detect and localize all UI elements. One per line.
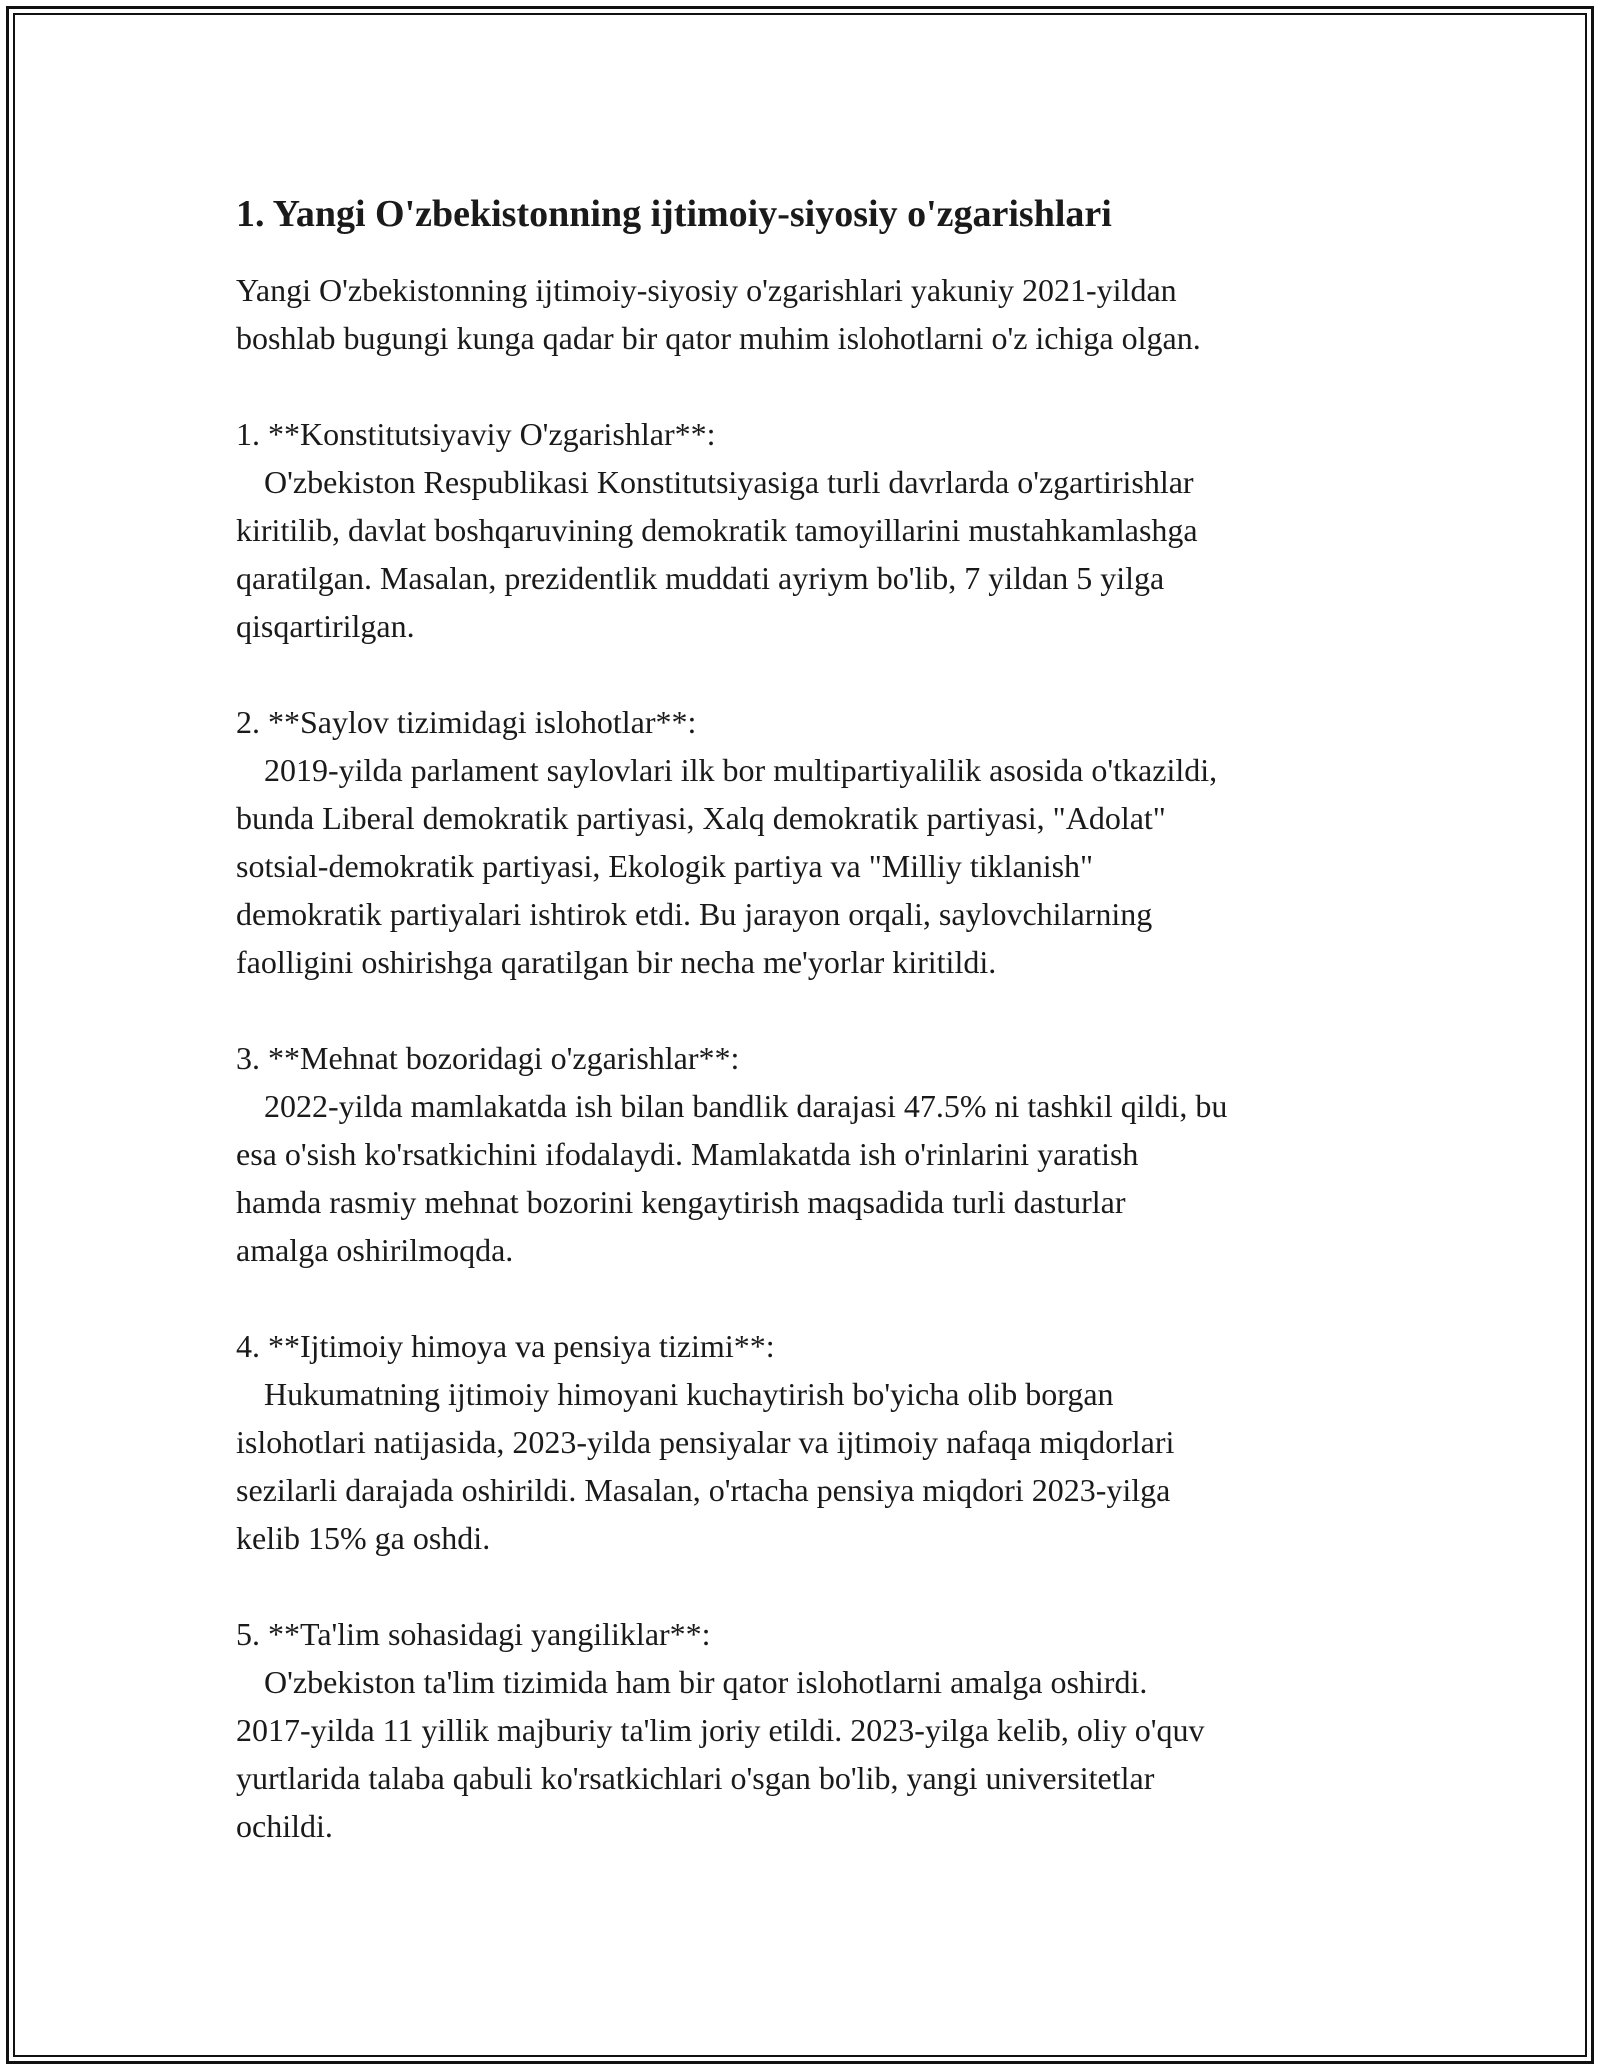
intro-line: boshlab bugungi kunga qadar bir qator muhim islohotlarni o'z ichiga olgan. [236,320,1201,356]
section-line: islohotlari natijasida, 2023-yilda pensiyalar va ijtimoiy nafaqa miqdorlari [236,1424,1175,1460]
section-line: Hukumatning ijtimoiy himoyani kuchaytirish bo'yicha olib borgan [264,1376,1114,1412]
section-line: demokratik partiyalari ishtirok etdi. Bu jarayon orqali, saylovchilarning [236,896,1153,932]
section-heading: 4. **Ijtimoiy himoya va pensiya tizimi**: [236,1328,775,1364]
document-body [236,186,1386,1850]
section-line: qaratilgan. Masalan, prezidentlik muddati ayriym bo'lib, 7 yildan 5 yilga [236,560,1165,596]
section-line: sezilarli darajada oshirildi. Masalan, o'rtacha pensiya miqdori 2023-yilga [236,1472,1171,1508]
section-line: O'zbekiston ta'lim tizimida ham bir qator islohotlarni amalga oshirdi. [264,1664,1148,1700]
section-line: 2019-yilda parlament saylovlari ilk bor multipartiyalilik asosida o'tkazildi, [264,752,1218,788]
section-line: O'zbekiston Respublikasi Konstitutsiyasiga turli davrlarda o'zgartirishlar [264,464,1194,500]
section-line: sotsial-demokratik partiyasi, Ekologik partiya va "Milliy tiklanish" [236,848,1094,884]
section-heading: 1. **Konstitutsiyaviy O'zgarishlar**: [236,416,716,452]
section-line: yurtlarida talaba qabuli ko'rsatkichlari o'sgan bo'lib, yangi universitetlar [236,1760,1155,1796]
section-line: qisqartirilgan. [236,608,415,644]
section-line: faolligini oshirishga qaratilgan bir necha me'yorlar kiritildi. [236,944,997,980]
section-line: amalga oshirilmoqda. [236,1232,514,1268]
section-line: 2022-yilda mamlakatda ish bilan bandlik darajasi 47.5% ni tashkil qildi, bu [264,1088,1228,1124]
section-labor-market [236,1034,1386,1274]
section-line: hamda rasmiy mehnat bozorini kengaytirish maqsadida turli dasturlar [236,1184,1126,1220]
document-title: 1. Yangi O'zbekistonning ijtimoiy-siyosiy o'zgarishlari [236,193,1112,235]
section-line: kiritilib, davlat boshqaruvining demokratik tamoyillarini mustahkamlashga [236,512,1198,548]
section-line: kelib 15% ga oshdi. [236,1520,491,1556]
section-constitutional-changes [236,410,1386,650]
section-line: esa o'sish ko'rsatkichini ifodalaydi. Mamlakatda ish o'rinlarini yaratish [236,1136,1139,1172]
section-heading: 3. **Mehnat bozoridagi o'zgarishlar**: [236,1040,740,1076]
section-social-protection [236,1322,1386,1562]
section-election-reforms [236,698,1386,986]
section-education [236,1610,1386,1850]
section-heading: 2. **Saylov tizimidagi islohotlar**: [236,704,697,740]
section-line: 2017-yilda 11 yillik majburiy ta'lim joriy etildi. 2023-yilga kelib, oliy o'quv [236,1712,1205,1748]
section-heading: 5. **Ta'lim sohasidagi yangiliklar**: [236,1616,711,1652]
intro-line: Yangi O'zbekistonning ijtimoiy-siyosiy o'zgarishlari yakuniy 2021-yildan [236,272,1177,308]
intro-paragraph [236,266,1386,362]
section-line: ochildi. [236,1808,333,1844]
section-line: bunda Liberal demokratik partiyasi, Xalq demokratik partiyasi, "Adolat" [236,800,1166,836]
